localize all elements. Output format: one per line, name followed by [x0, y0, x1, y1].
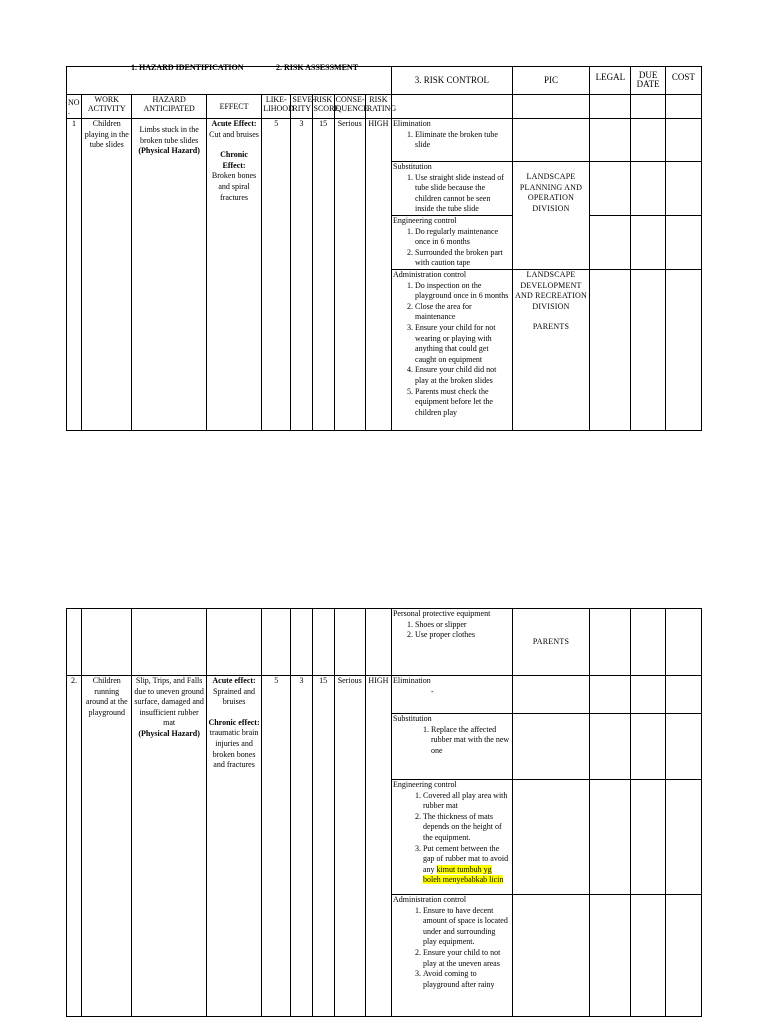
- header-blank: [67, 67, 392, 95]
- list-item: 1. Covered all play area with rubber mat: [423, 791, 511, 812]
- row2-due: [631, 714, 665, 780]
- row2-due: [631, 895, 665, 1017]
- risk-table-page-1: [66, 66, 702, 431]
- row1-ppe-pic: PARENTS: [512, 609, 589, 676]
- row1-engineering-label: Engineering control: [393, 216, 457, 225]
- row2-chronic-text: traumatic brain injuries and broken bones and fractures: [209, 728, 259, 770]
- ppe-effect: [206, 609, 261, 676]
- header-legal: LEGAL: [590, 67, 631, 95]
- row2-rating: HIGH: [365, 676, 391, 1017]
- row1-due: [631, 119, 665, 162]
- list-item: 2. The thickness of mats depends on the height of the equipment.: [423, 812, 511, 844]
- row1-hazard-text: Limbs stuck in the broken tube slides: [139, 125, 199, 145]
- row1-legal: [590, 119, 631, 162]
- row1-consequence: Serious: [334, 119, 365, 431]
- row2-hazard-type: (Physical Hazard): [138, 728, 200, 738]
- row2-administration: [391, 895, 512, 1017]
- row1-substitution-label: Substitution: [393, 162, 432, 171]
- row2-due: [631, 676, 665, 714]
- list-item: 5. Parents must check the equipment before let the children play: [415, 387, 511, 419]
- row1-pic-development-text: LANDSCAPE DEVELOPMENT AND RECREATION DIVISION: [515, 269, 587, 311]
- header-risk-rating: RISK RATING: [365, 95, 391, 119]
- row2-cost: [665, 676, 701, 714]
- row2-elimination-dash: -: [430, 686, 434, 696]
- row1-legal: [590, 162, 631, 216]
- header-likelihood: LIKE-LIHOOD: [262, 95, 291, 119]
- row2-cost: [665, 895, 701, 1017]
- row1-engineering: [392, 216, 513, 270]
- list-item: 1. Ensure to have decent amount of space is located under and surrounding play equipment.: [423, 906, 511, 948]
- row1-pic-parents: PARENTS: [532, 322, 570, 332]
- row1-legal: [590, 269, 631, 430]
- row1-acute-text: Cut and bruises: [209, 129, 259, 139]
- row1-effect: [206, 119, 261, 431]
- hazard-identification-title: 1. HAZARD IDENTIFICATION: [131, 63, 244, 72]
- row1-severity: 3: [291, 119, 312, 431]
- header-risk-control: 3. RISK CONTROL: [392, 67, 513, 95]
- ppe-rating: [365, 609, 391, 676]
- row2-eng-item3-highlight: kimut tumbuh yg boleh menyebabkab licin: [422, 864, 504, 885]
- list-item: 2. Use proper clothes: [415, 630, 511, 641]
- row2-legal: [590, 714, 631, 780]
- header-no: NO .: [67, 95, 82, 119]
- row1-score: 15: [312, 119, 334, 431]
- list-item: 1. Eliminate the broken tube slide: [415, 130, 511, 151]
- list-item: 1. Do regularly maintenance once in 6 months: [415, 227, 511, 248]
- row1-ppe: [391, 609, 512, 676]
- header-empty: [392, 95, 513, 119]
- row2-chronic-label: Chronic effect:: [208, 717, 260, 727]
- ppe-consequence: [334, 609, 365, 676]
- row1-cost: [665, 119, 701, 162]
- row2-pic: [512, 676, 589, 714]
- row1-no: 1: [67, 119, 82, 431]
- list-item: 3. Ensure your child for not wearing or playing with anything that could get caught on equipment: [415, 323, 511, 365]
- row1-legal: [590, 216, 631, 270]
- list-item: 2. Close the area for maintenance: [415, 302, 511, 323]
- header-risk-score: RISK SCORE: [312, 95, 334, 119]
- row1-elimination-label: Elimination: [393, 119, 431, 128]
- ppe-due: [631, 609, 665, 676]
- row2-acute: [208, 676, 260, 708]
- risk-table-page-2: [66, 608, 702, 1017]
- row1-elimination: [392, 119, 513, 162]
- header-empty: [590, 95, 631, 119]
- list-item: 1. Do inspection on the playground once in 6 months: [415, 281, 511, 302]
- row1-due: [631, 216, 665, 270]
- row1-acute-label: Acute Effect:: [211, 119, 257, 128]
- list-item: 1. Shoes or slipper: [415, 620, 511, 631]
- header-consequence: CONSE-QUENCE: [334, 95, 365, 119]
- list-item: 1. Use straight slide instead of tube slide because the children cannot be seen inside the tube slide: [415, 173, 511, 215]
- ppe-cost: [665, 609, 701, 676]
- row2-pic: [512, 780, 589, 895]
- list-item: 2. Surrounded the broken part with caution tape: [415, 248, 511, 269]
- row2-hazard: [132, 676, 206, 1017]
- list-item: [423, 844, 511, 886]
- row2-effect: [206, 676, 261, 1017]
- row1-administration: [392, 269, 513, 430]
- row2-legal: [590, 780, 631, 895]
- ppe-score: [312, 609, 334, 676]
- row1-cost: [665, 162, 701, 216]
- ppe-severity: [291, 609, 312, 676]
- row1-likelihood: 5: [262, 119, 291, 431]
- ppe-activity: [82, 609, 132, 676]
- list-item: 1. Replace the affected rubber mat with the new one: [431, 725, 511, 757]
- row2-substitution-label: Substitution: [392, 714, 432, 723]
- list-item: 3. Avoid coming to playground after rainy: [423, 969, 511, 990]
- row2-acute-text: Sprained and bruises: [213, 686, 256, 707]
- header-empty: [631, 95, 665, 119]
- row2-elimination: [391, 676, 512, 714]
- ppe-likelihood: [262, 609, 291, 676]
- list-item: 2. Ensure your child to not play at the uneven areas: [423, 948, 511, 969]
- row2-admin-label: Administration control: [392, 895, 467, 904]
- row2-legal: [590, 895, 631, 1017]
- row2-acute-label: Acute effect:: [212, 676, 256, 685]
- row1-chronic-label: Chronic Effect:: [220, 150, 248, 170]
- row1-due: [631, 269, 665, 430]
- row2-due: [631, 780, 665, 895]
- row1-cost: [665, 269, 701, 430]
- row2-likelihood: 5: [262, 676, 291, 1017]
- row1-cost: [665, 216, 701, 270]
- row2-consequence: Serious: [334, 676, 365, 1017]
- header-hazard-anticipated: HAZARD ANTICIPATED: [132, 95, 206, 119]
- row2-engineering: [391, 780, 512, 895]
- row2-eng-item3-text: Put cement between the gap of rubber mat to avoid any: [422, 843, 509, 874]
- header-effect: EFFECT: [206, 95, 261, 119]
- ppe-legal: [590, 609, 631, 676]
- row2-severity: 3: [291, 676, 312, 1017]
- row2-substitution: [391, 714, 512, 780]
- row2-elimination-label: Elimination: [392, 676, 431, 685]
- header-severity: SEVE-RITY: [291, 95, 312, 119]
- row2-hazard-text: Slip, Trips, and Falls due to uneven ground surface, damaged and insufficient rubber mat: [134, 676, 204, 728]
- ppe-no: [67, 609, 82, 676]
- row1-pic-planning: LANDSCAPE PLANNING AND OPERATION DIVISION: [512, 162, 589, 270]
- row1-pic-blank: [512, 119, 589, 162]
- header-empty: [665, 95, 701, 119]
- row1-ppe-label: Personal protective equipment: [392, 609, 491, 618]
- ppe-hazard: [132, 609, 206, 676]
- row1-chronic-text: Broken bones and spiral fractures: [211, 171, 257, 202]
- header-work-activity: WORK ACTIVITY: [82, 95, 132, 119]
- row2-pic: [512, 895, 589, 1017]
- header-pic: PIC: [512, 67, 589, 95]
- list-item: 4. Ensure your child did not play at the broken slides: [415, 365, 511, 386]
- row2-cost: [665, 714, 701, 780]
- row1-hazard: [132, 119, 206, 431]
- row1-activity: Children playing in the tube slides: [82, 119, 132, 431]
- row2-legal: [590, 676, 631, 714]
- header-empty: [512, 95, 589, 119]
- risk-assessment-title: 2. RISK ASSESSMENT: [276, 63, 359, 72]
- row2-no: 2.: [67, 676, 82, 1017]
- row2-engineering-label: Engineering control: [392, 780, 457, 789]
- row2-activity: Children running around at the playground: [82, 676, 132, 1017]
- row1-admin-label: Administration control: [393, 269, 467, 279]
- row1-substitution: [392, 162, 513, 216]
- row2-score: 15: [312, 676, 334, 1017]
- header-due-date: DUE DATE: [631, 67, 665, 95]
- header-cost: COST: [665, 67, 701, 95]
- row1-due: [631, 162, 665, 216]
- row1-pic-development: [512, 269, 589, 430]
- row1-rating: HIGH: [365, 119, 391, 431]
- row2-cost: [665, 780, 701, 895]
- row1-hazard-type: (Physical Hazard): [138, 146, 200, 156]
- row2-pic: [512, 714, 589, 780]
